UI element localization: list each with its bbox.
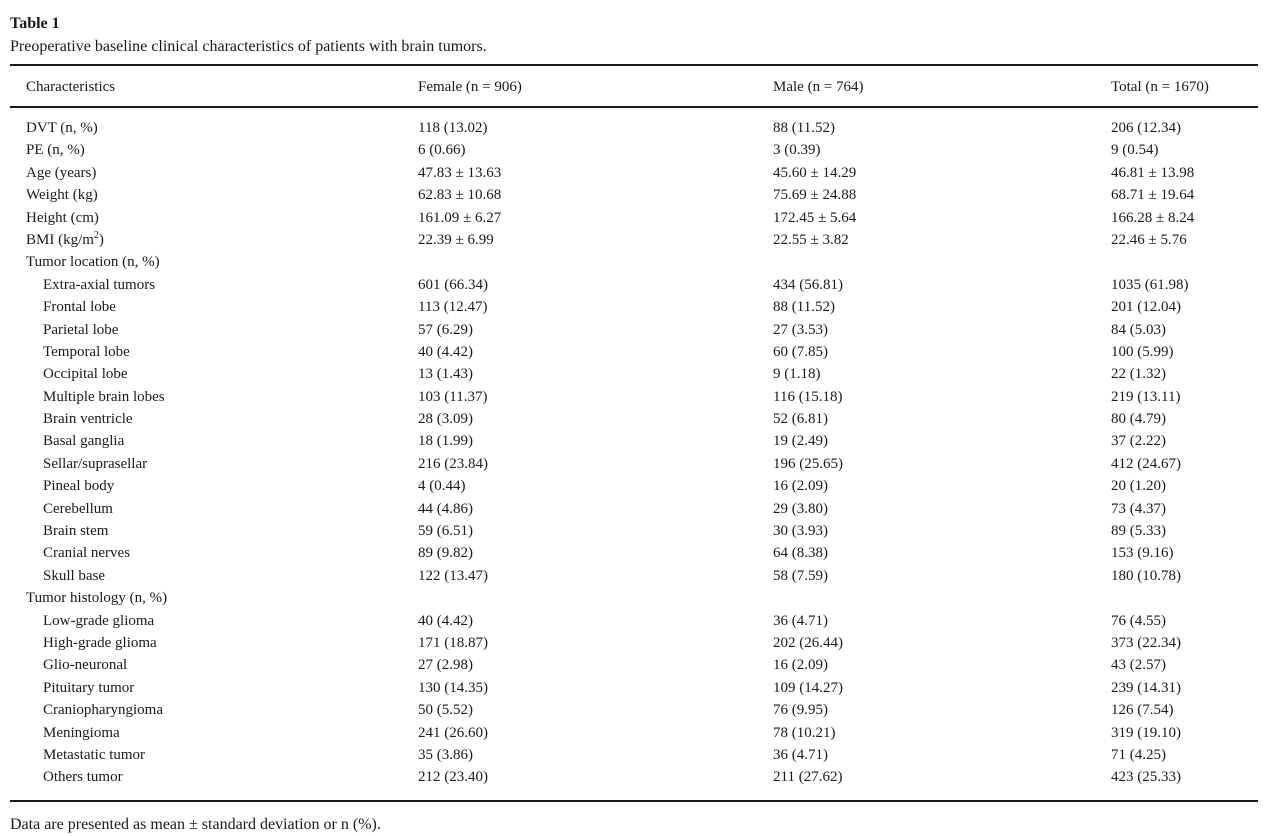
male-value: 9 (1.18) [773,366,821,383]
top-rule [10,64,1258,66]
row-label-text: Cerebellum [43,500,113,517]
total-value: 100 (5.99) [1111,343,1174,360]
table-row [10,386,1258,408]
table-row [10,744,1258,766]
row-label [26,117,98,139]
row-label-text: Metastatic tumor [43,746,146,763]
row-label-text: High-grade glioma [43,634,157,651]
table-row [10,296,1258,318]
row-label [26,408,133,430]
row-label [26,319,118,341]
row-label [26,722,120,744]
male-value: 45.60 ± 14.29 [773,164,857,181]
row-label-text: Tumor histology (n, %) [26,590,168,607]
female-value: 50 (5.52) [418,702,473,719]
female-value: 212 (23.40) [418,769,488,786]
female-value: 47.83 ± 13.63 [418,164,502,181]
row-label [26,699,163,721]
male-value: 88 (11.52) [773,299,835,316]
male-value: 3 (0.39) [773,142,821,159]
table-row [10,207,1258,229]
female-value: 18 (1.99) [418,433,473,450]
total-value: 22.46 ± 5.76 [1111,231,1187,248]
row-label-text: Cranial nerves [43,545,131,562]
table-row [10,319,1258,341]
male-value: 109 (14.27) [773,679,843,696]
table-footnote: Data are presented as mean ± standard deviation or n (%). [10,816,381,833]
table-row [10,363,1258,385]
female-value: 6 (0.66) [418,142,466,159]
total-value: 319 (19.10) [1111,724,1181,741]
row-label [26,587,167,609]
row-label-text: Craniopharyngioma [43,702,163,719]
row-label-text: Weight (kg) [26,187,98,204]
row-label-superscript: 2 [93,229,99,241]
male-value: 78 (10.21) [773,724,836,741]
total-value: 84 (5.03) [1111,321,1166,338]
male-value: 36 (4.71) [773,746,828,763]
table-row [10,430,1258,452]
row-label-text: BMI (kg/m [26,231,94,248]
table-row [10,475,1258,497]
row-label-text: Brain ventricle [43,411,133,428]
header-characteristics: Characteristics [26,79,116,95]
total-value: 37 (2.22) [1111,433,1166,450]
total-value: 1035 (61.98) [1111,276,1189,293]
total-value: 180 (10.78) [1111,567,1181,584]
row-label-suffix: ) [98,231,104,248]
total-value: 20 (1.20) [1111,478,1166,495]
row-label-text: PE (n, %) [26,142,85,159]
table-row [10,654,1258,676]
total-value: 9 (0.54) [1111,142,1159,159]
row-label [26,184,98,206]
table-header-row [10,76,1258,98]
row-label [26,430,124,452]
female-value: 28 (3.09) [418,411,473,428]
female-value: 4 (0.44) [418,478,466,495]
female-value: 130 (14.35) [418,679,488,696]
row-label-text: Tumor location (n, %) [26,254,160,271]
total-value: 201 (12.04) [1111,299,1181,316]
female-value: 62.83 ± 10.68 [418,187,502,204]
female-value: 171 (18.87) [418,634,488,651]
male-value: 60 (7.85) [773,343,828,360]
female-value: 89 (9.82) [418,545,473,562]
row-label-text: DVT (n, %) [26,120,98,136]
total-value: 80 (4.79) [1111,411,1166,428]
total-value: 423 (25.33) [1111,769,1181,786]
row-label-text: Parietal lobe [43,321,119,338]
table-row [10,453,1258,475]
row-label [26,139,85,161]
row-label [26,207,99,229]
row-label [26,229,104,251]
row-label [26,520,108,542]
male-value: 58 (7.59) [773,567,828,584]
total-value: 412 (24.67) [1111,455,1181,472]
table-row [10,229,1258,251]
row-label-text: Sellar/suprasellar [43,455,148,472]
header-male: Male (n = 764) [773,79,864,95]
table-row [10,632,1258,654]
row-label-text: Height (cm) [26,209,99,226]
row-label [26,654,127,676]
row-label-text: Frontal lobe [43,299,116,316]
row-label-text: Pineal body [43,478,115,495]
male-value: 116 (15.18) [773,388,843,405]
female-value: 601 (66.34) [418,276,488,293]
row-label [26,565,105,587]
total-value: 73 (4.37) [1111,500,1166,517]
row-label [26,363,128,385]
table-row [10,610,1258,632]
female-value: 241 (26.60) [418,724,488,741]
header-total: Total (n = 1670) [1111,79,1209,95]
row-label [26,610,154,632]
table-row [10,162,1258,184]
table-row [10,139,1258,161]
row-label-text: Low-grade glioma [43,612,155,629]
row-label-text: Basal ganglia [43,433,125,450]
table-caption: Preoperative baseline clinical characteristics of patients with brain tumors. [10,38,487,55]
male-value: 75.69 ± 24.88 [773,187,857,204]
table-row [10,699,1258,721]
row-label [26,386,165,408]
table-row [10,722,1258,744]
female-value: 118 (13.02) [418,120,488,136]
header-rule [10,106,1258,108]
female-value: 22.39 ± 6.99 [418,231,494,248]
female-value: 161.09 ± 6.27 [418,209,502,226]
bottom-rule [10,800,1258,802]
row-label-text: Multiple brain lobes [43,388,165,405]
male-value: 211 (27.62) [773,769,843,786]
row-label-text: Brain stem [43,523,109,540]
male-value: 27 (3.53) [773,321,828,338]
total-value: 373 (22.34) [1111,634,1181,651]
row-label [26,744,145,766]
row-label [26,453,147,475]
table-row [10,274,1258,296]
row-label [26,162,96,184]
table-row [10,498,1258,520]
row-label-text: Others tumor [43,769,123,786]
total-value: 206 (12.34) [1111,120,1181,136]
female-value: 35 (3.86) [418,746,473,763]
female-value: 27 (2.98) [418,657,473,674]
male-value: 52 (6.81) [773,411,828,428]
table-row [10,542,1258,564]
total-value: 76 (4.55) [1111,612,1166,629]
male-value: 36 (4.71) [773,612,828,629]
row-label-text: Glio-neuronal [43,657,128,674]
male-value: 16 (2.09) [773,657,828,674]
total-value: 219 (13.11) [1111,388,1181,405]
male-value: 16 (2.09) [773,478,828,495]
table-label: Table 1 [10,15,60,32]
row-label-text: Skull base [43,567,106,584]
table-row [10,677,1258,699]
row-label-text: Meningioma [43,724,120,741]
male-value: 172.45 ± 5.64 [773,209,857,226]
header-female: Female (n = 906) [418,79,522,95]
row-label [26,498,113,520]
table-row [10,184,1258,206]
total-value: 239 (14.31) [1111,679,1181,696]
row-label-text: Occipital lobe [43,366,128,383]
table-row [10,251,1258,273]
male-value: 76 (9.95) [773,702,828,719]
row-label [26,251,160,273]
row-label-text: Age (years) [26,164,97,181]
male-value: 202 (26.44) [773,634,843,651]
table-row [10,117,1258,139]
female-value: 44 (4.86) [418,500,473,517]
row-label-text: Pituitary tumor [43,679,135,696]
female-value: 40 (4.42) [418,343,473,360]
total-value: 89 (5.33) [1111,523,1166,540]
female-value: 122 (13.47) [418,567,488,584]
total-value: 166.28 ± 8.24 [1111,209,1195,226]
table-row [10,408,1258,430]
row-label [26,766,123,788]
table-row [10,565,1258,587]
female-value: 40 (4.42) [418,612,473,629]
female-value: 13 (1.43) [418,366,473,383]
male-value: 30 (3.93) [773,523,828,540]
male-value: 29 (3.80) [773,500,828,517]
male-value: 196 (25.65) [773,455,843,472]
male-value: 19 (2.49) [773,433,828,450]
total-value: 43 (2.57) [1111,657,1166,674]
female-value: 59 (6.51) [418,523,473,540]
row-label [26,632,157,654]
total-value: 126 (7.54) [1111,702,1174,719]
female-value: 113 (12.47) [418,299,488,316]
table-row [10,587,1258,609]
row-label [26,341,130,363]
row-label [26,677,134,699]
total-value: 22 (1.32) [1111,366,1166,383]
row-label-text: Temporal lobe [43,343,130,360]
female-value: 216 (23.84) [418,455,488,472]
table-row [10,520,1258,542]
female-value: 57 (6.29) [418,321,473,338]
female-value: 103 (11.37) [418,388,488,405]
total-value: 71 (4.25) [1111,746,1166,763]
row-label-text: Extra-axial tumors [43,276,156,293]
row-label [26,475,114,497]
male-value: 22.55 ± 3.82 [773,231,849,248]
row-label [26,296,116,318]
male-value: 434 (56.81) [773,276,843,293]
table-body [10,117,1258,789]
total-value: 68.71 ± 19.64 [1111,187,1195,204]
table-row [10,341,1258,363]
row-label [26,542,130,564]
total-value: 46.81 ± 13.98 [1111,164,1195,181]
table-row [10,766,1258,788]
total-value: 153 (9.16) [1111,545,1174,562]
row-label [26,274,155,296]
male-value: 88 (11.52) [773,120,835,136]
male-value: 64 (8.38) [773,545,828,562]
